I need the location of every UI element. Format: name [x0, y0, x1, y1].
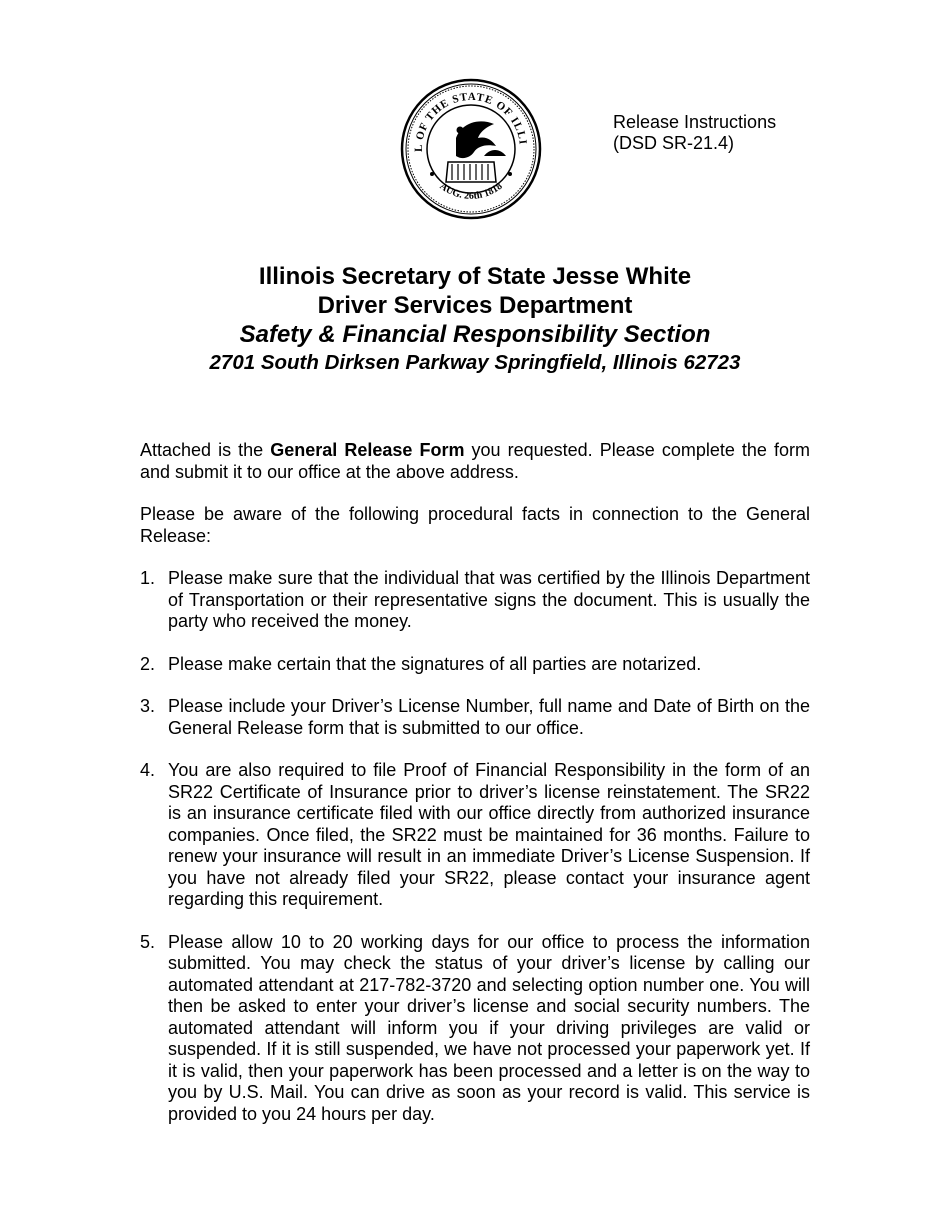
list-item: 1. Please make sure that the individual that was certified by the Illinois Department of Transportation or their representative signs the document. This is usually the party who received the money. [140, 568, 810, 631]
state-seal [400, 78, 542, 220]
illinois-seal-icon [400, 78, 542, 220]
list-item: 4. You are also required to file Proof of Financial Responsibility in the form of an SR22 Certificate of Insurance prior to driver’s license reinstatement. The SR22 is an insurance certificate filed with our office directly from authorized insurance companies. Once filed, the SR22 must be maintained for 36 months. Failure to renew your insurance will result in an immediate Driver’s License Suspension. If you have not already filed your SR22, please contact your insurance agent regarding this requirement. [140, 760, 810, 909]
letterhead [0, 262, 950, 376]
letter-body [140, 440, 810, 1146]
aware-paragraph: Please be aware of the following procedural facts in connection to the General Release: [140, 504, 810, 546]
procedural-facts-list [140, 568, 810, 1125]
intro-paragraph: Attached is the General Release Form you requested. Please complete the form and submit it to our office at the above address. [140, 440, 811, 482]
list-item: 5. Please allow 10 to 20 working days for our office to process the information submitted. You may check the status of your driver’s license by calling our automated attendant at 217-782-3720 and selecting option number one. You will then be asked to enter your driver’s license and social security numbers. The automated attendant will inform you if your driving privileges are valid or suspended. If it is still suspended, we have not processed your paperwork yet. If it is valid, then your paperwork has been processed and a letter is on the way to you by U.S. Mail. You can drive as soon as your record is valid. This service is provided to you 24 hours per day. [140, 931, 810, 1124]
list-item: 2. Please make certain that the signatures of all parties are notarized. [140, 653, 702, 674]
header-line-address: 2701 South Dirksen Parkway Springfield, Illinois 62723 [209, 351, 741, 374]
release-code: (DSD SR-21.4) [613, 133, 735, 153]
header-line-secretary: Illinois Secretary of State Jesse White [258, 263, 692, 290]
svg-text:AUG. 26th 1818: AUG. 26th 1818 [437, 180, 505, 202]
header-line-department: Driver Services Department [317, 292, 633, 319]
list-item: 3. Please include your Driver’s License Number, full name and Date of Birth on the General Release form that is submitted to our office. [140, 696, 810, 738]
general-release-form-label: General Release Form [270, 440, 465, 460]
header-line-section: Safety & Financial Responsibility Section [239, 321, 711, 348]
release-title: Release Instructions [613, 112, 777, 132]
release-instructions [613, 112, 776, 154]
svg-text:SEAL OF THE STATE OF ILLINOIS: L OF THE STATE OF ILLI [412, 90, 529, 153]
